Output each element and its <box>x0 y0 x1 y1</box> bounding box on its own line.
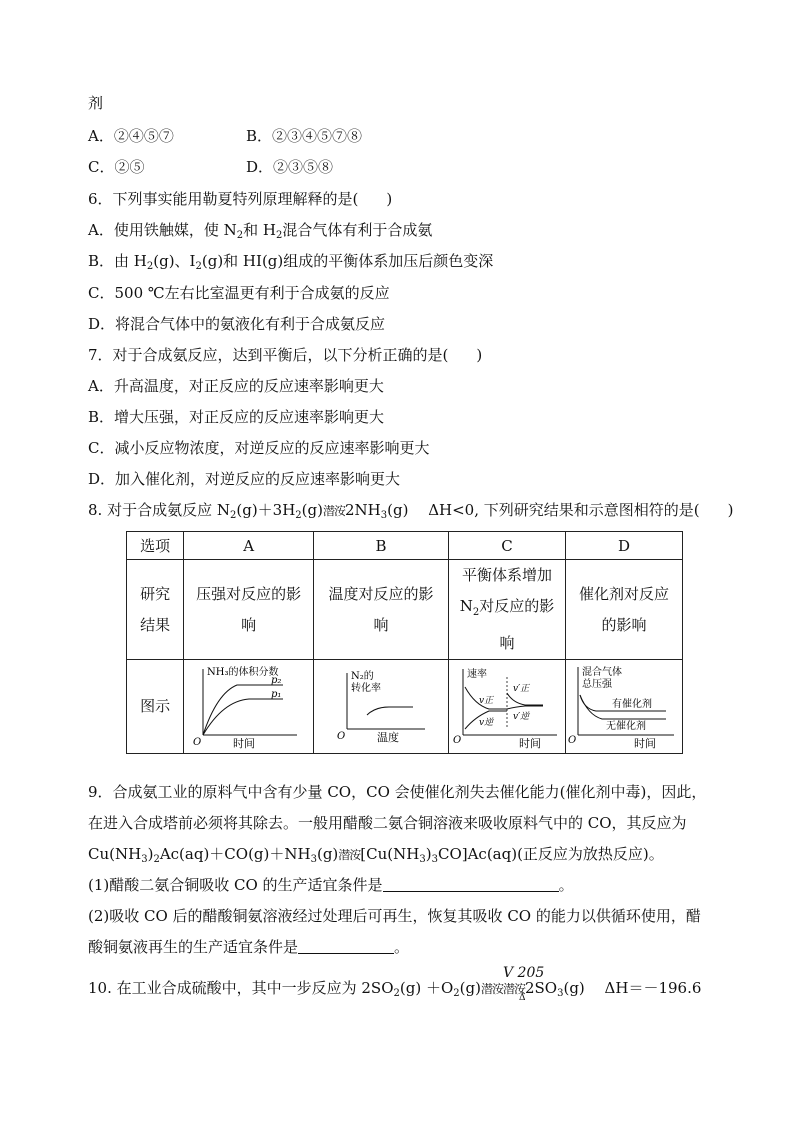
figd-nocat: 无催化剂 <box>605 720 646 732</box>
result-b: 温度对反应的影 响 <box>314 560 449 660</box>
figure-c <box>448 660 565 754</box>
table-row <box>127 532 683 560</box>
q8-table <box>126 531 683 754</box>
figc-vni2: v′逆 <box>512 711 530 722</box>
q8-stem: 8. 对于合成氨反应 $N_2(g)+3H_2(g)$潜洝$2NH_3(g)$ ΔH<0, 下列研究结果和示意图相符的是( ) <box>88 501 734 521</box>
figd-ylabel2: 总压强 <box>581 678 612 690</box>
q9-line2: 在进入合成塔前必须将其除去。一般用醋酸二氨合铜溶液来吸收原料气中的 CO，其反应为 <box>88 814 687 832</box>
figure-b-graph <box>317 663 445 751</box>
q10-delta: Δ <box>519 993 526 1003</box>
q9-part2a: (2)吸收 CO 后的醋酸铜氨溶液经过处理后可再生，恢复其吸收 CO 的能力以供循环使用，醋 <box>88 907 701 925</box>
table-row <box>127 660 683 754</box>
figb-ylabel1: N₂的 <box>351 670 374 682</box>
q5-option-a: A．②④⑤⑦ <box>88 127 174 145</box>
q10-stem: 10. 在工业合成硫酸中，其中一步反应为 $2SO_2(g) +O_2(g)$潜洝潜洝$2SO_3(g)$ ΔH＝－196.6 <box>88 979 702 999</box>
q9-blank1[interactable] <box>383 875 559 892</box>
figb-xlabel: 温度 <box>377 730 400 744</box>
figc-vzh: v正 <box>478 695 494 706</box>
figd-ylabel1: 混合气体 <box>581 666 622 678</box>
q6-stem: 6．下列事实能用勒夏特列原理解释的是( ) <box>88 190 393 208</box>
q7-option-d: D．加入催化剂，对逆反应的反应速率影响更大 <box>88 470 401 488</box>
figure-b <box>314 660 449 754</box>
q6-option-b: B．由 $H_2(g)$、$I_2(g)$和 HI(g)组成的平衡体系加压后颜色变深 <box>88 252 494 272</box>
header-option: 选项 <box>127 532 184 560</box>
q10-catalyst: V 205 <box>503 965 545 981</box>
header-a: A <box>184 532 314 560</box>
header-d: D <box>565 532 682 560</box>
figc-vni: v逆 <box>478 717 494 728</box>
q9-part1: (1)醋酸二氨合铜吸收 CO 的生产适宜条件是 。 <box>88 876 574 894</box>
q9-line3: $Cu(NH_3)_2Ac(aq)+CO(g)+NH_3(g)$潜洝$[Cu(NH_3)_3CO]Ac(aq)$(正反应为放热反应)。 <box>88 845 664 865</box>
q9-line1: 9．合成氨工业的原料气中含有少量 CO，CO 会使催化剂失去催化能力(催化剂中毒)，因此， <box>88 783 707 801</box>
result-d: 催化剂对反应 的影响 <box>565 560 682 660</box>
figa-xlabel: 时间 <box>232 736 255 750</box>
header-c: C <box>448 532 565 560</box>
figure-d <box>565 660 682 754</box>
figa-ylabel: NH₃的体积分数 <box>206 666 279 678</box>
figa-origin: O <box>192 736 201 748</box>
figc-vzh2: v′正 <box>512 683 530 694</box>
figure-a <box>184 660 314 754</box>
figa-p1: p₁ <box>270 688 282 700</box>
row-label-figure: 图示 <box>127 660 184 754</box>
header-b: B <box>314 532 449 560</box>
result-a: 压强对反应的影 响 <box>184 560 314 660</box>
figc-xlabel: 时间 <box>518 736 541 750</box>
figc-ylabel: 速率 <box>466 668 487 680</box>
result-c: 平衡体系增加 $N_2$对反应的影 响 <box>448 560 565 660</box>
figure-d-graph <box>566 663 682 751</box>
figd-cat: 有催化剂 <box>611 698 652 710</box>
q5-tail: 剂 <box>88 94 104 112</box>
q7-option-a: A．升高温度，对正反应的反应速率影响更大 <box>88 377 384 395</box>
q7-option-c: C．减小反应物浓度，对逆反应的反应速率影响更大 <box>88 439 430 457</box>
figure-a-graph <box>185 663 313 751</box>
table-row <box>127 560 683 660</box>
q5-option-d: D．②③⑤⑧ <box>246 158 334 176</box>
q7-stem: 7．对于合成氨反应，达到平衡后，以下分析正确的是( ) <box>88 346 483 364</box>
figc-origin: O <box>452 734 462 746</box>
q5-option-c: C．②⑤ <box>88 158 145 176</box>
q6-option-d: D．将混合气体中的氨液化有利于合成氨反应 <box>88 315 386 333</box>
q5-option-b: B．②③④⑤⑦⑧ <box>246 127 363 145</box>
figb-origin: O <box>337 730 346 742</box>
q6-option-c: C．500 ℃左右比室温更有利于合成氨的反应 <box>88 284 390 302</box>
q9-part2b: 酸铜氨液再生的生产适宜条件是 。 <box>88 938 410 956</box>
q7-option-b: B．增大压强，对正反应的反应速率影响更大 <box>88 408 385 426</box>
figure-c-graph <box>449 663 565 751</box>
figd-origin: O <box>567 734 577 746</box>
figd-xlabel: 时间 <box>633 736 656 750</box>
row-label-result: 研究 结果 <box>127 560 184 660</box>
figa-p2: p₂ <box>270 674 282 686</box>
q6-option-a: A．使用铁触媒，使 $N_2$和 $H_2$混合气体有利于合成氨 <box>88 221 433 241</box>
figb-ylabel2: 转化率 <box>351 682 382 694</box>
q9-blank2[interactable] <box>298 937 394 954</box>
